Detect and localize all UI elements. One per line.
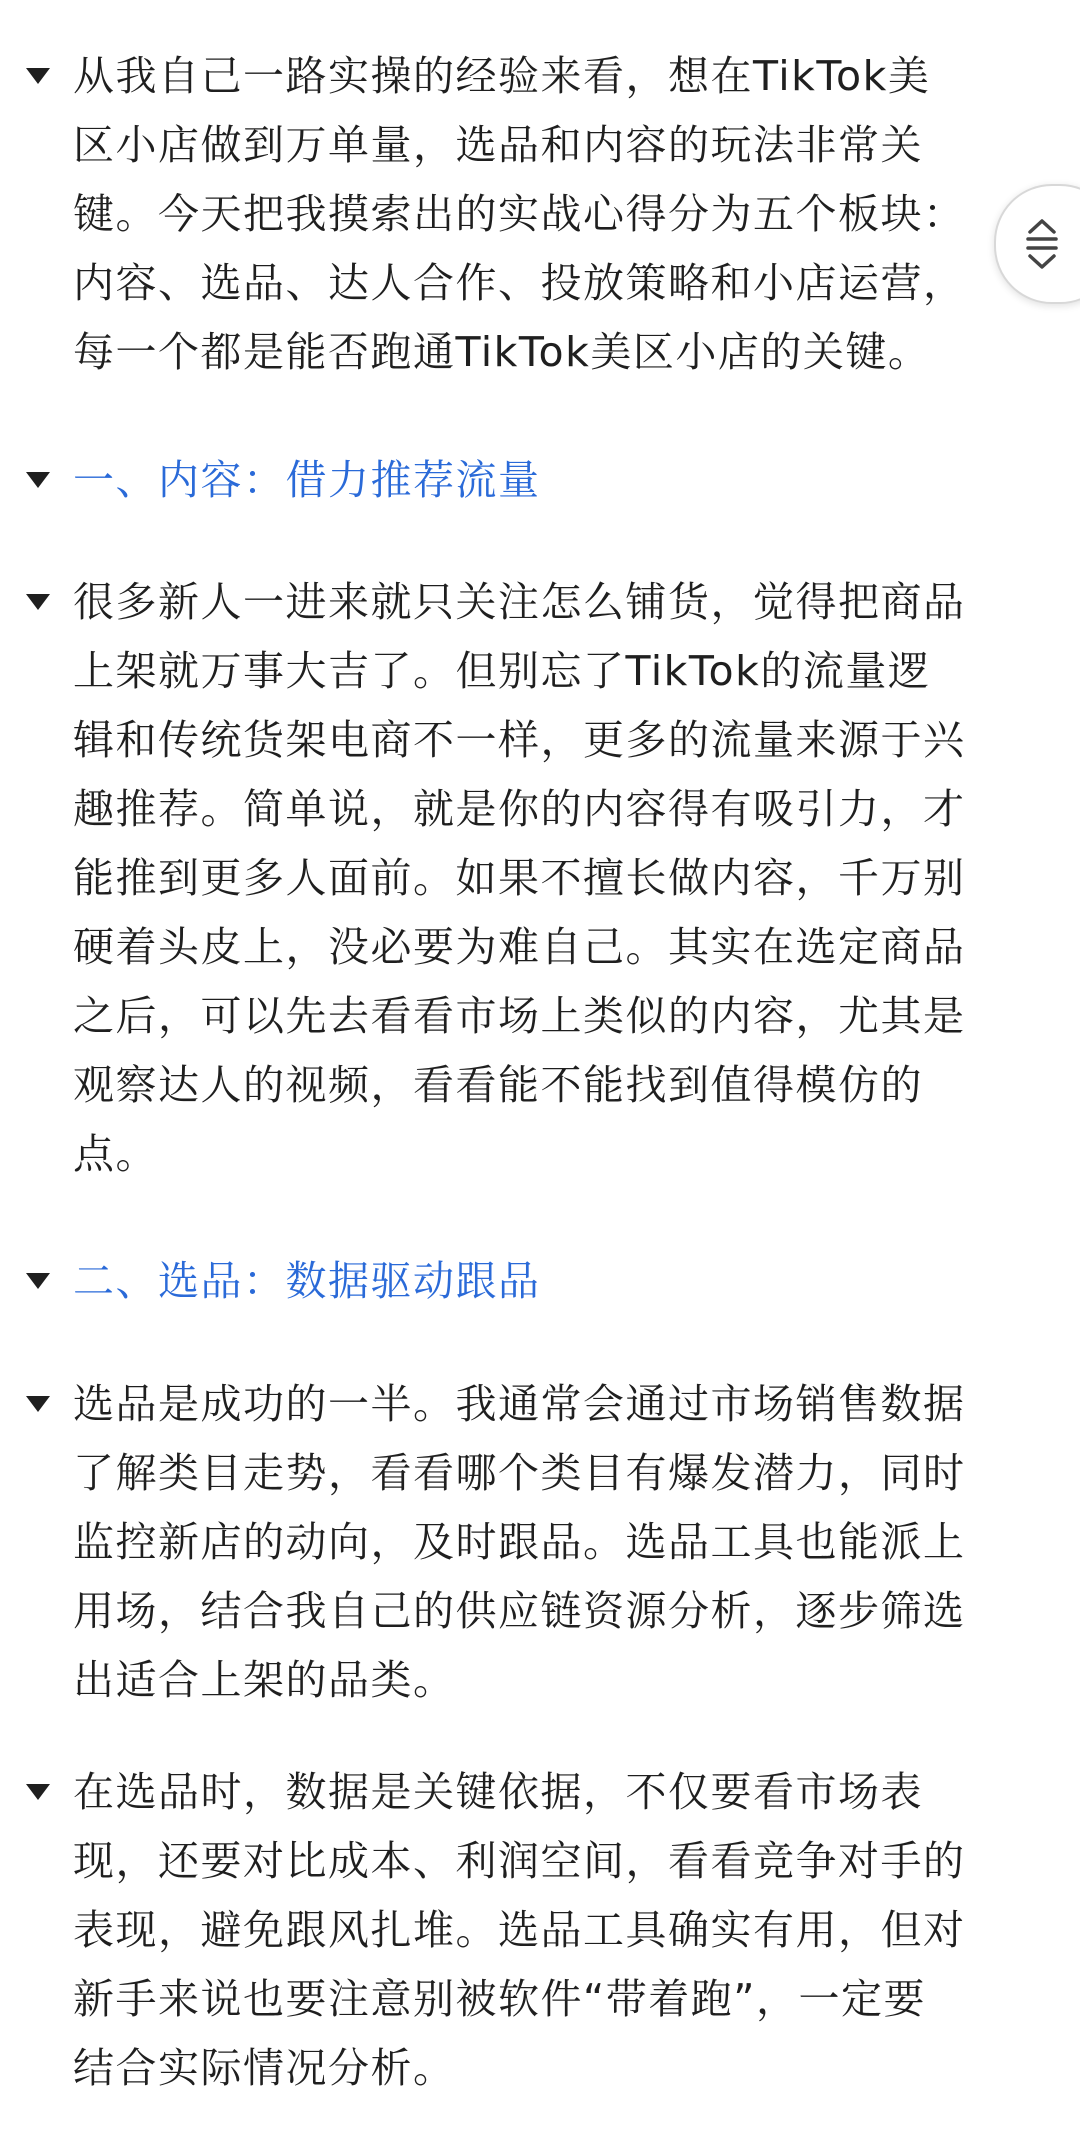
- section-heading: 一、内容：借力推荐流量: [73, 456, 541, 504]
- collapse-triangle-icon[interactable]: [24, 588, 52, 616]
- block-text: 很多新人一进来就只关注怎么铺货，觉得把商品 上架就万事大吉了。但别忘了TikTok的流量逻 辑和传统货架电商不一样，更多的流量来源于兴 趣推荐。简单说，就是你的内容得有吸引力，才 能推到更多人面前。如果不擅长做内容，千万别 硬着头皮上，没必要为难自己。其实在选定商品 之后，可以先去看看市场上类似的内容，尤其是 观察达人的视频，看看能不能找到值得模仿的 点。: [73, 578, 966, 1178]
- collapse-triangle-icon[interactable]: [24, 466, 52, 494]
- collapse-expand-icon: [1024, 218, 1060, 270]
- collapse-triangle-icon[interactable]: [24, 1267, 52, 1295]
- section-heading: 二、选品：数据驱动跟品: [73, 1257, 541, 1305]
- block-text: 选品是成功的一半。我通常会通过市场销售数据 了解类目走势，看看哪个类目有爆发潜力，同时 监控新店的动向，及时跟品。选品工具也能派上 用场，结合我自己的供应链资源分析，逐步筛选 出适合上架的品类。: [73, 1380, 966, 1704]
- block-text: 从我自己一路实操的经验来看，想在TikTok美 区小店做到万单量，选品和内容的玩法非常关 键。今天把我摸索出的实战心得分为五个板块： 内容、选品、达人合作、投放策略和小店运营， 每一个都是能否跑通TikTok美区小店的关键。: [73, 52, 966, 376]
- collapse-triangle-icon[interactable]: [24, 1778, 52, 1806]
- collapse-triangle-icon[interactable]: [24, 1390, 52, 1418]
- collapse-triangle-icon[interactable]: [24, 62, 52, 90]
- block-text: 在选品时，数据是关键依据，不仅要看市场表 现，还要对比成本、利润空间，看看竞争对手的 表现，避免跟风扎堆。选品工具确实有用，但对 新手来说也要注意别被软件“带着跑”，一定要 结合实际情况分析。: [73, 1768, 966, 2092]
